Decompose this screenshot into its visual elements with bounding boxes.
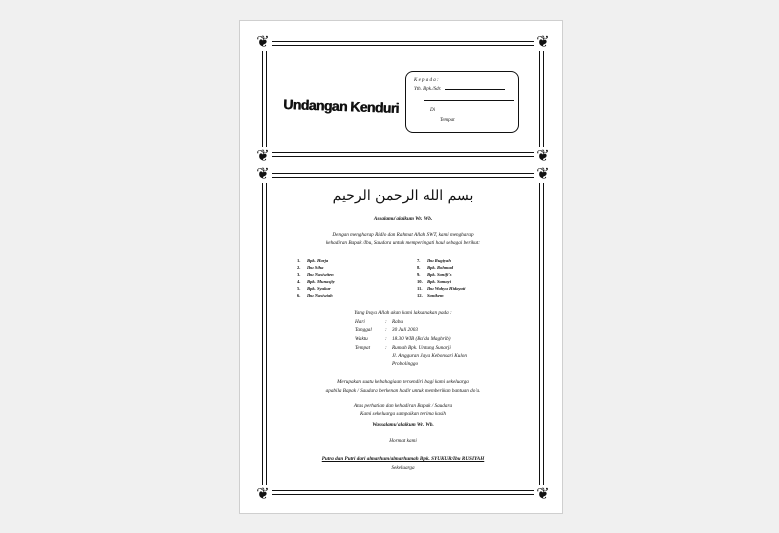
hormat-text: Hormat kami	[389, 438, 417, 444]
closing-line-2: apabila Bapak / Saudara berkenan hadir untuk memberikan bantuan do'a.	[325, 388, 481, 394]
invitation-content	[263, 174, 543, 494]
detail-hari: Hari : Rabu	[355, 319, 403, 325]
list-item: 2. Ibu Siha	[297, 265, 324, 270]
list-item: 1. Bpk. Harja	[297, 258, 329, 263]
address-box	[405, 71, 519, 133]
list-item: 5. Bpk. Syukur	[297, 286, 331, 291]
intro-line-1: Dengan mengharap Ridlo dan Rahmat Allah SWT, kami mengharap	[332, 232, 474, 238]
kepada-label: K e p a d a :	[414, 78, 439, 83]
detail-tanggal: Tanggal : 30 Juli 2003	[355, 327, 418, 333]
signature-line: Putra dan Putri dari almarhum/almarhumah Bpk. SYUKUR/Ibu RUSIYAH	[321, 456, 485, 462]
address-line-2: Probolinggo	[392, 361, 419, 367]
list-item: 8. Bpk. Rohmad	[417, 265, 454, 270]
salam-text: Assalamu'alaikum Wr. Wb.	[373, 216, 433, 222]
ornament-icon: ❦	[534, 33, 552, 51]
ornament-icon: ❦	[254, 33, 272, 51]
yth-label: Yth. Bpk./Sdr.	[414, 87, 442, 92]
closing-line-1: Merupakan suatu kebahagiaan tersendiri bagi kami sekeluarga	[337, 379, 469, 385]
list-item: 3. Ibu Nasiwiten	[297, 272, 334, 277]
detail-tempat: Tempat : Rumah Bpk. Untung Sunarji	[355, 345, 451, 351]
event-intro: Yang Insya Allah akan kami laksanakan pada :	[354, 310, 452, 316]
sekeluarga-text: Sekeluarga	[391, 465, 415, 471]
ornament-icon: ❦	[534, 485, 552, 503]
thanks-line-2: Kami sekeluarga sampaikan terima kasih	[360, 411, 446, 417]
list-item: 11. Ibu Wahyu Hidayati	[417, 286, 466, 291]
ornament-icon: ❦	[534, 147, 552, 165]
list-item: 12. Sanikem	[417, 293, 444, 298]
document-page	[239, 20, 563, 514]
ornament-icon: ❦	[534, 165, 552, 183]
detail-waktu: Waktu : 18.30 WIB (Ba'da Maghrib)	[355, 336, 451, 342]
address-line-1: Jl. Angguran Jaya Kebonsari Kulon	[392, 353, 467, 359]
list-item: 9. Bpk. Sanifi's	[417, 272, 452, 277]
list-item: 4. Bpk. Munasjiy	[297, 279, 335, 284]
ornament-icon: ❦	[254, 147, 272, 165]
list-item: 7. Ibu Rugiyah	[417, 258, 451, 263]
header-frame	[256, 32, 550, 165]
thanks-line-1: Atas perhatian dan kehadiran Bapak / Saudara	[353, 403, 453, 409]
intro-line-2: kehadiran Bapak /Ibu, Saudara untuk memperingati haul sebagai berikut:	[325, 240, 481, 246]
yth-rule	[445, 89, 505, 90]
address-rule	[424, 100, 514, 101]
wassalam-text: Wassalamu'alaikum Wr. Wb.	[372, 422, 434, 428]
basmalah-calligraphy: بسم الله الرحمن الرحيم	[332, 188, 474, 204]
invitation-title: Undangan Kenduri	[282, 95, 400, 117]
yth-line	[414, 87, 505, 92]
list-item: 10. Bpk. Samayi	[417, 279, 451, 284]
address-rule-line	[424, 98, 514, 103]
ornament-icon: ❦	[254, 485, 272, 503]
di-label: Di	[430, 108, 435, 113]
tempat-label: Tempat	[440, 118, 455, 123]
list-item: 6. Ibu Nasiwiah	[297, 293, 333, 298]
body-frame	[256, 164, 550, 503]
ornament-icon: ❦	[254, 165, 272, 183]
